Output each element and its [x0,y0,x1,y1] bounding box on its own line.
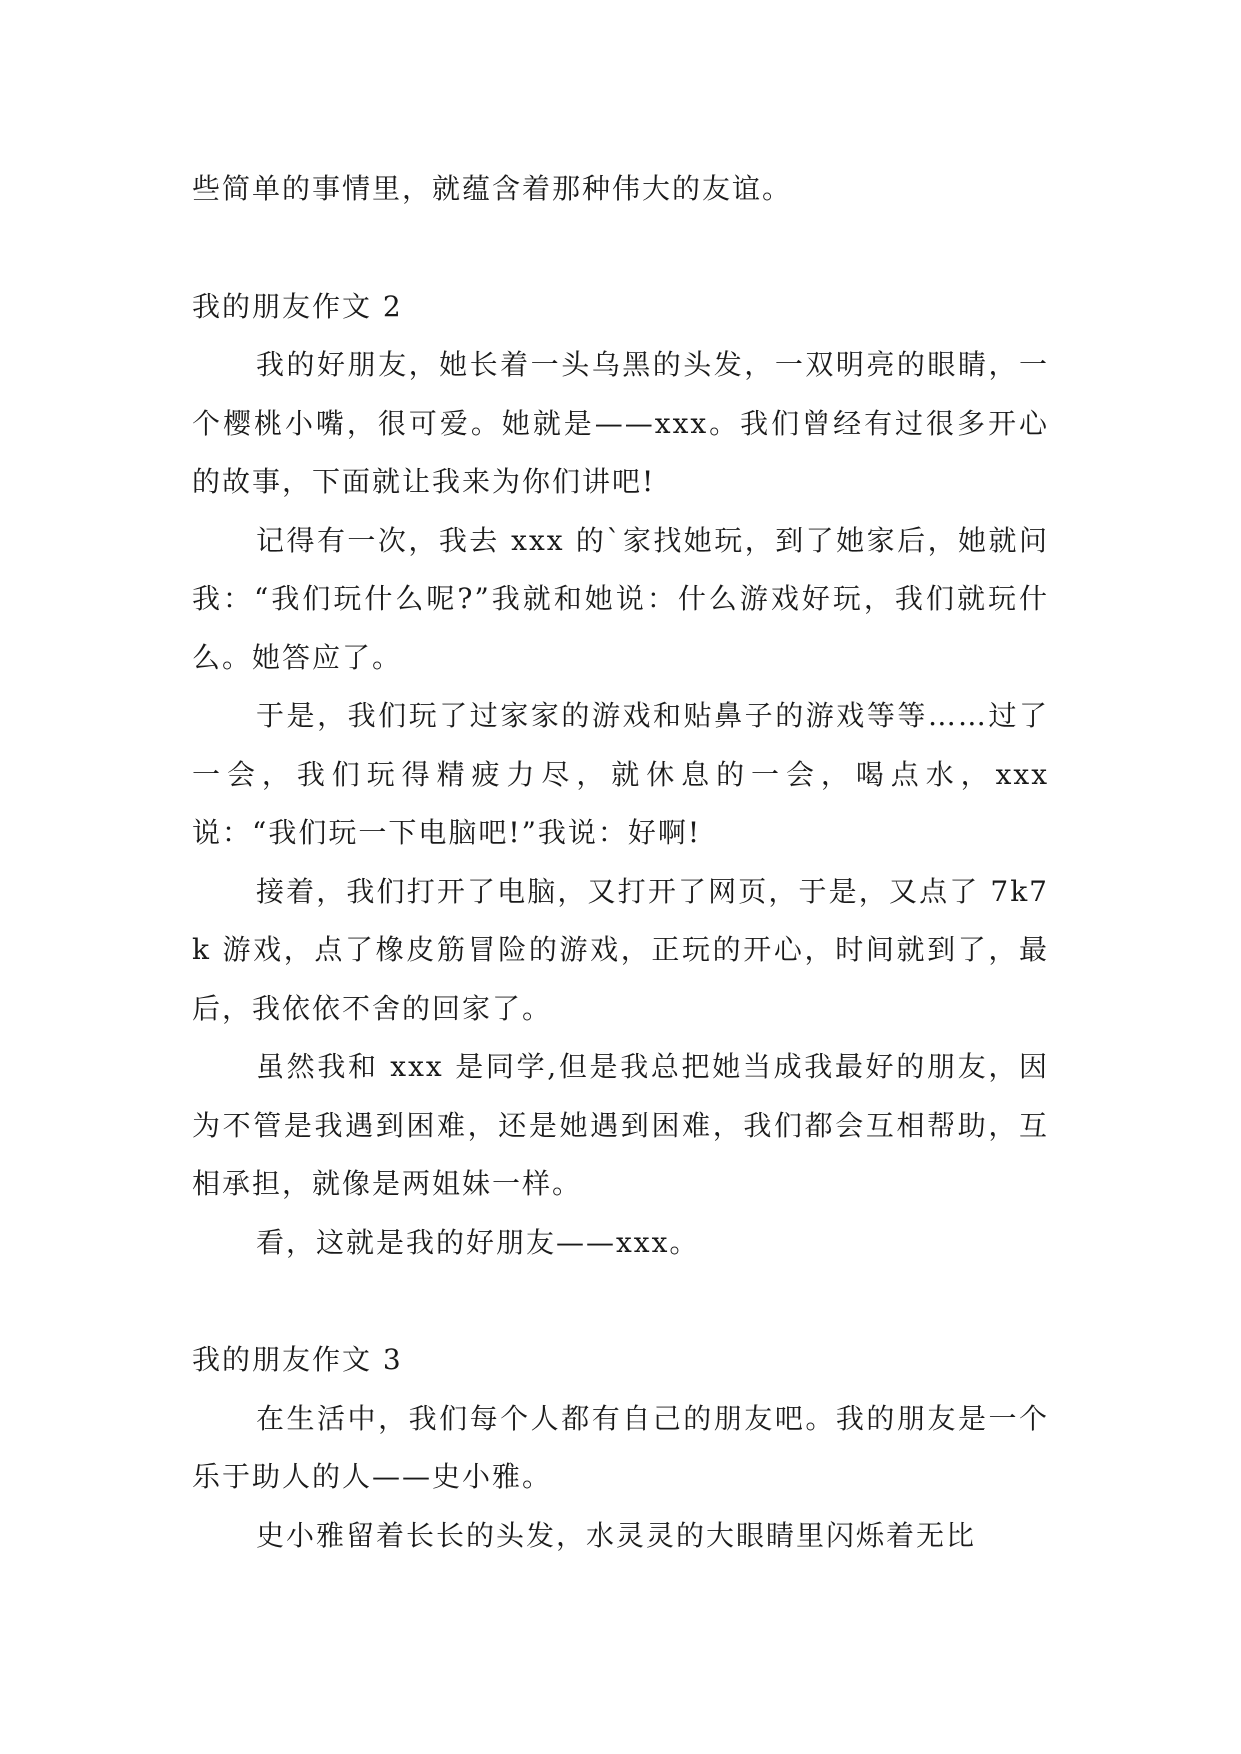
paragraph: 接着，我们打开了电脑，又打开了网页，于是，又点了 7k7k 游戏，点了橡皮筋冒险的游戏，正玩的开心，时间就到了，最后，我依依不舍的回家了。 [192,874,1049,1025]
paragraph: 我的好朋友，她长着一头乌黑的头发，一双明亮的眼睛，一个樱桃小嘴，很可爱。她就是——xxx。我们曾经有过很多开心的故事，下面就让我来为你们讲吧! [192,348,1049,498]
paragraph: 虽然我和 xxx 是同学,但是我总把她当成我最好的朋友，因为不管是我遇到困难，还是她遇到困难，我们都会互相帮助，互相承担，就像是两姐妹一样。 [192,1050,1049,1200]
section-gap [192,1272,1049,1331]
paragraph: 在生活中，我们每个人都有自己的朋友吧。我的朋友是一个乐于助人的人——史小雅。 [192,1401,1049,1493]
paragraph: 记得有一次，我去 xxx 的`家找她玩，到了她家后，她就问我：“我们玩什么呢?”我就和她说：什么游戏好玩，我们就玩什么。她答应了。 [192,523,1049,674]
paragraph: 看，这就是我的好朋友——xxx。 [256,1225,700,1259]
section-heading-3: 我的朋友作文 3 [192,1343,403,1376]
section-gap [192,219,1049,278]
paragraph: 于是，我们玩了过家家的游戏和贴鼻子的游戏等等……过了一会，我们玩得精疲力尽，就休息的一会，喝点水，xxx 说：“我们玩一下电脑吧!”我说：好啊! [192,699,1049,849]
document-body [192,160,1049,1565]
paragraph: 史小雅留着长长的头发，水灵灵的大眼睛里闪烁着无比 [256,1518,977,1552]
lead-paragraph: 些简单的事情里，就蕴含着那种伟大的友谊。 [192,172,793,205]
section-heading-2: 我的朋友作文 2 [192,289,403,323]
